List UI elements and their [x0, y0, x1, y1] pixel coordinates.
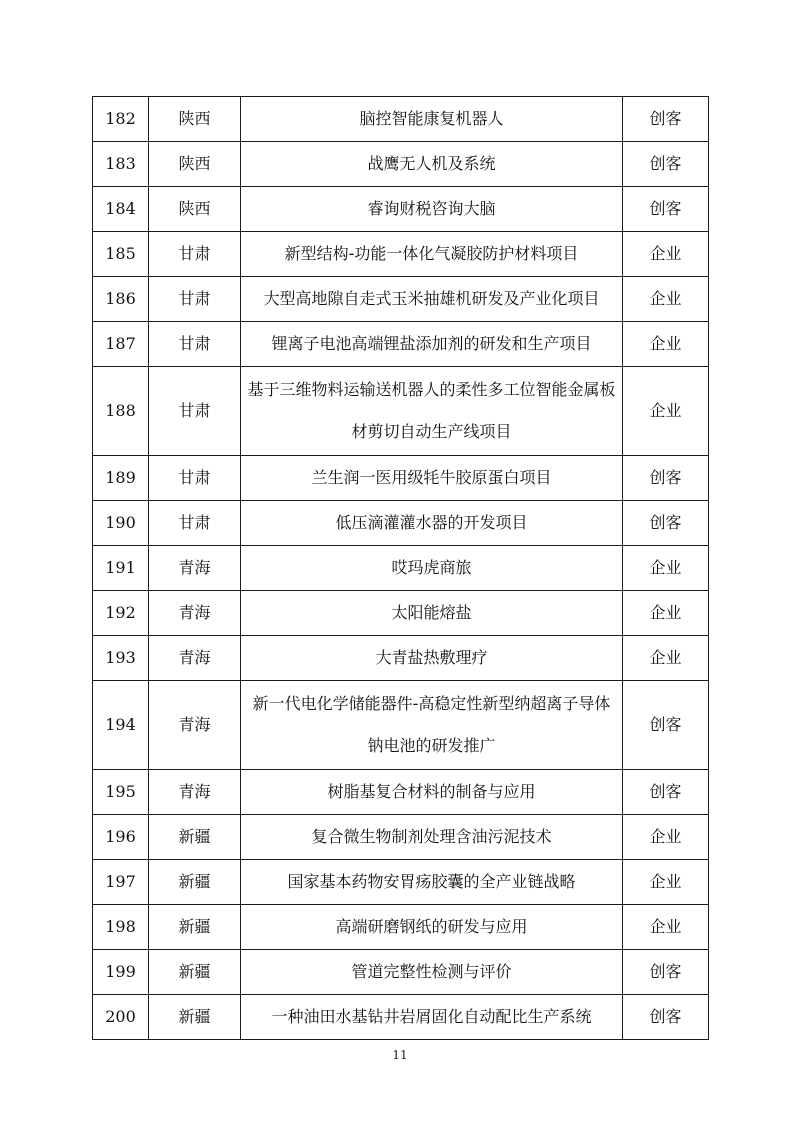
region-cell: 新疆 [149, 950, 241, 995]
category-cell: 创客 [623, 770, 709, 815]
row-number: 195 [93, 770, 149, 815]
project-name-cell: 锂离子电池高端锂盐添加剂的研发和生产项目 [241, 322, 623, 367]
table-row [93, 950, 709, 995]
project-name-cell: 大型高地隙自走式玉米抽雄机研发及产业化项目 [241, 277, 623, 322]
table-row [93, 142, 709, 187]
table-row [93, 681, 709, 770]
category-cell: 企业 [623, 636, 709, 681]
project-name-cell: 大青盐热敷理疗 [241, 636, 623, 681]
row-number: 188 [93, 367, 149, 456]
row-number: 191 [93, 546, 149, 591]
region-cell: 青海 [149, 546, 241, 591]
table-row [93, 232, 709, 277]
row-number: 198 [93, 905, 149, 950]
row-number: 197 [93, 860, 149, 905]
project-name-cell: 兰生润一医用级牦牛胶原蛋白项目 [241, 456, 623, 501]
table-row [93, 187, 709, 232]
region-cell: 甘肃 [149, 277, 241, 322]
project-name-cell: 管道完整性检测与评价 [241, 950, 623, 995]
row-number: 196 [93, 815, 149, 860]
category-cell: 企业 [623, 232, 709, 277]
region-cell: 青海 [149, 681, 241, 770]
table-row [93, 770, 709, 815]
category-cell: 企业 [623, 546, 709, 591]
table-row [93, 995, 709, 1040]
region-cell: 甘肃 [149, 322, 241, 367]
row-number: 184 [93, 187, 149, 232]
table-row [93, 322, 709, 367]
project-name-cell: 高端研磨钢纸的研发与应用 [241, 905, 623, 950]
project-name-cell: 太阳能熔盐 [241, 591, 623, 636]
region-cell: 甘肃 [149, 232, 241, 277]
table-row [93, 97, 709, 142]
table-row [93, 546, 709, 591]
row-number: 199 [93, 950, 149, 995]
row-number: 187 [93, 322, 149, 367]
category-cell: 企业 [623, 277, 709, 322]
category-cell: 创客 [623, 950, 709, 995]
category-cell: 企业 [623, 860, 709, 905]
category-cell: 创客 [623, 187, 709, 232]
region-cell: 甘肃 [149, 367, 241, 456]
project-name-cell: 脑控智能康复机器人 [241, 97, 623, 142]
row-number: 194 [93, 681, 149, 770]
project-name-cell: 一种油田水基钻井岩屑固化自动配比生产系统 [241, 995, 623, 1040]
project-name-cell: 复合微生物制剂处理含油污泥技术 [241, 815, 623, 860]
region-cell: 陕西 [149, 97, 241, 142]
project-name-cell: 新一代电化学储能器件-高稳定性新型纳超离子导体钠电池的研发推广 [241, 681, 623, 770]
category-cell: 企业 [623, 322, 709, 367]
row-number: 185 [93, 232, 149, 277]
category-cell: 创客 [623, 142, 709, 187]
table-row [93, 591, 709, 636]
region-cell: 新疆 [149, 995, 241, 1040]
table-row [93, 501, 709, 546]
table-row [93, 367, 709, 456]
category-cell: 企业 [623, 905, 709, 950]
region-cell: 新疆 [149, 905, 241, 950]
project-name-cell: 树脂基复合材料的制备与应用 [241, 770, 623, 815]
category-cell: 企业 [623, 367, 709, 456]
region-cell: 青海 [149, 636, 241, 681]
table-row [93, 860, 709, 905]
row-number: 200 [93, 995, 149, 1040]
project-name-cell: 基于三维物料运输送机器人的柔性多工位智能金属板材剪切自动生产线项目 [241, 367, 623, 456]
row-number: 183 [93, 142, 149, 187]
region-cell: 新疆 [149, 860, 241, 905]
project-table [92, 96, 709, 1040]
table-row [93, 905, 709, 950]
table-row [93, 456, 709, 501]
row-number: 190 [93, 501, 149, 546]
table-row [93, 277, 709, 322]
page-number: 11 [392, 1048, 408, 1062]
row-number: 189 [93, 456, 149, 501]
project-name-cell: 睿询财税咨询大脑 [241, 187, 623, 232]
table-row [93, 636, 709, 681]
category-cell: 创客 [623, 995, 709, 1040]
table-row [93, 815, 709, 860]
project-name-cell: 哎玛虎商旅 [241, 546, 623, 591]
project-name-cell: 国家基本药物安胃疡胶囊的全产业链战略 [241, 860, 623, 905]
project-name-cell: 战鹰无人机及系统 [241, 142, 623, 187]
region-cell: 陕西 [149, 187, 241, 232]
region-cell: 青海 [149, 591, 241, 636]
row-number: 182 [93, 97, 149, 142]
region-cell: 陕西 [149, 142, 241, 187]
category-cell: 创客 [623, 97, 709, 142]
row-number: 193 [93, 636, 149, 681]
row-number: 186 [93, 277, 149, 322]
region-cell: 甘肃 [149, 501, 241, 546]
region-cell: 新疆 [149, 815, 241, 860]
category-cell: 企业 [623, 591, 709, 636]
category-cell: 企业 [623, 815, 709, 860]
row-number: 192 [93, 591, 149, 636]
category-cell: 创客 [623, 681, 709, 770]
region-cell: 青海 [149, 770, 241, 815]
project-name-cell: 新型结构-功能一体化气凝胶防护材料项目 [241, 232, 623, 277]
region-cell: 甘肃 [149, 456, 241, 501]
project-name-cell: 低压滴灌灌水器的开发项目 [241, 501, 623, 546]
category-cell: 创客 [623, 456, 709, 501]
category-cell: 创客 [623, 501, 709, 546]
